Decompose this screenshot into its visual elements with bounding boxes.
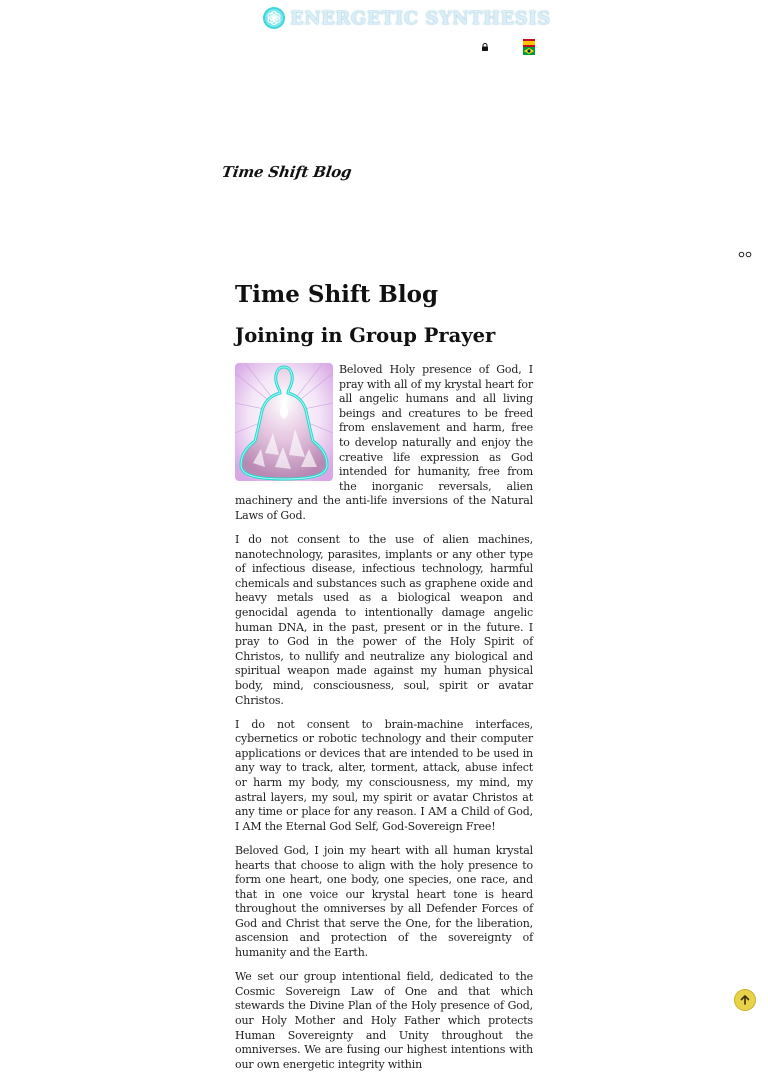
blog-script-title[interactable]: Time Shift Blog: [220, 163, 353, 181]
post-paragraph: I do not consent to the use of alien machines, nanotechnology, parasites, implants or any other type of infectious disease, infectious technology, harmful chemicals and substances such as graphene oxide and heavy metals used as a biological weapon and genocidal agenda to intentionally damage angelic human DNA, in the past, present or in the future. I pray to God in the power of the Holy Spirit of Christos, to nullify and neutralize any biological and spiritual weapon made against my human physical body, mind, consciousness, soul, spirit or avatar Christos.: [235, 533, 533, 707]
meditating-figure-crystal-image: [235, 363, 333, 481]
post-paragraph: I do not consent to brain-machine interfaces, cybernetics or robotic technology and their computer applications or devices that are intended to be used in any way to track, alter, torment, attack, abuse infect or harm my body, my consciousness, my mind, my astral layers, my soul, my spirit or avatar Christos at any time or place for any reason. I AM a Child of God, I AM the Eternal God Self, God-Sovereign Free!: [235, 717, 533, 833]
post-body: [235, 363, 533, 1072]
post-paragraph: We set our group intentional field, dedicated to the Cosmic Sovereign Law of One and that which stewards the Divine Plan of the Holy presence of God, our Holy Mother and Holy Father which protects Human Sovereignty and Unity throughout the omniverses. We are fusing our highest intentions with our own energetic integrity within: [235, 970, 533, 1071]
main-content: [235, 280, 533, 1082]
site-header: [0, 0, 768, 60]
post-title[interactable]: Joining in Group Prayer: [235, 324, 496, 347]
flower-of-life-icon: [262, 6, 286, 30]
post-paragraph: Beloved God, I join my heart with all human krystal hearts that choose to align with the holy presence to form one heart, one body, one species, one race, and that in one voice our krystal heart tone is heard throughout the omniverses by all Defender Forces of God and Christ that serve the One, for the liberation, ascension and protection of the sovereignty of humanity and the Earth.: [235, 843, 533, 960]
site-logo-text: ENERGETIC SYNTHESIS: [290, 7, 551, 29]
spanish-flag-icon[interactable]: [523, 39, 535, 47]
lock-icon[interactable]: [481, 43, 489, 51]
page-title: Time Shift Blog: [235, 281, 439, 308]
brazilian-flag-icon[interactable]: [523, 47, 535, 55]
arrow-up-icon: [739, 994, 751, 1006]
scroll-to-top-button[interactable]: [734, 989, 756, 1011]
more-options-icon[interactable]: [738, 251, 752, 258]
site-logo-link[interactable]: [262, 6, 551, 30]
post-paragraph: Beloved Holy presence of God, I pray with all of my krystal heart for all angelic humans and all living beings and creatures to be freed from enslavement and harm, free to develop naturally and enjoy the creative life expression as God intended for humanity, free from the inorganic reversals, alien machinery and the anti-life inversions of the Natural Laws of God.: [235, 363, 533, 522]
